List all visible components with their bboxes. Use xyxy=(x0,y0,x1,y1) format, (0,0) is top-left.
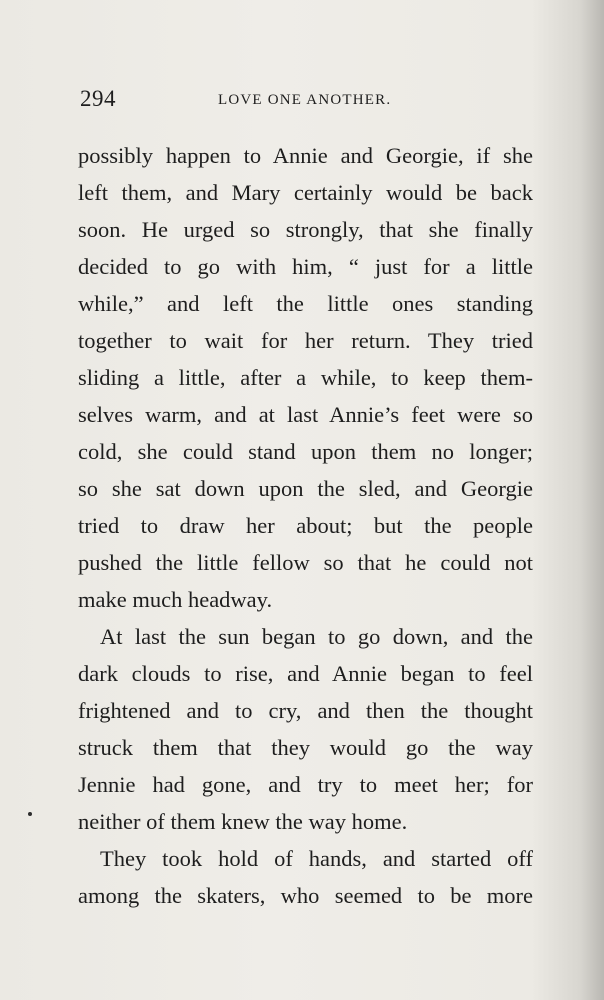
text-line: make much headway. xyxy=(78,587,273,612)
text-line: pushed the little fellow so that he could not xyxy=(78,550,533,575)
text-line: neither of them knew the way home. xyxy=(78,809,408,834)
text-line: struck them that they would go the way xyxy=(78,735,533,760)
text-line: dark clouds to rise, and Annie began to feel xyxy=(78,661,533,686)
text-line: They took hold of hands, and started off xyxy=(100,846,533,871)
text-line: left them, and Mary certainly would be back xyxy=(78,180,533,205)
text-line: together to wait for her return. They tried xyxy=(78,328,533,353)
text-line: tried to draw her about; but the people xyxy=(78,513,533,538)
text-line: soon. He urged so strongly, that she finally xyxy=(78,217,533,242)
text-line: frightened and to cry, and then the thought xyxy=(78,698,533,723)
text-line: among the skaters, who seemed to be more xyxy=(78,883,533,908)
text-line: selves warm, and at last Annie’s feet were so xyxy=(78,402,533,427)
text-line: Jennie had gone, and try to meet her; for xyxy=(78,772,533,797)
page-header xyxy=(80,86,534,116)
page-number: 294 xyxy=(80,86,116,111)
body-text xyxy=(78,137,533,914)
ink-speck xyxy=(28,812,32,816)
text-line: so she sat down upon the sled, and Georgie xyxy=(78,476,533,501)
running-head: LOVE ONE ANOTHER. xyxy=(218,92,392,108)
text-line: possibly happen to Annie and Georgie, if she xyxy=(78,143,533,168)
paragraph-3 xyxy=(78,840,533,914)
text-line: sliding a little, after a while, to keep them- xyxy=(78,365,533,390)
text-line: At last the sun began to go down, and the xyxy=(100,624,533,649)
text-line: decided to go with him, “ just for a little xyxy=(78,254,533,279)
text-line: while,” and left the little ones standing xyxy=(78,291,533,316)
text-line: cold, she could stand upon them no longer; xyxy=(78,439,533,464)
paragraph-2 xyxy=(78,618,533,840)
paragraph-1 xyxy=(78,137,533,618)
